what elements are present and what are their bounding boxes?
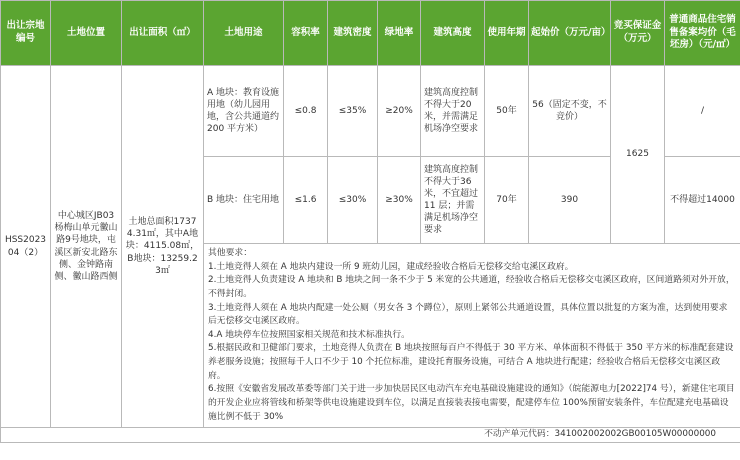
land-use-a: A 地块：教育设施用地（幼儿园用地，含公共通道约200 平方米） [204,66,284,157]
property-unit-code-value: 341002002002GB00105W00000000 [554,429,716,440]
green-a: ≥20% [378,66,421,157]
header-row [1,1,740,66]
cap-price-a: / [665,66,740,157]
height-a: 建筑高度控制不得大于20米，并需满足机场净空要求 [421,66,485,157]
header-far: 容积率 [284,1,328,66]
deposit: 1625 [611,66,665,244]
requirement-item: 5.根据民政和卫健部门要求，土地竞得人负责在 B 地块按照每百户不得低于 30 平方米、单体面积不得低于 350 平方米的标准配套建设养老服务设施；按照每千人口不少于 10 个托位标准，建设托育服务设施，可结合 A 地块进行配建；经验收合格后无偿移交屯溪区政府。 [208,343,734,381]
header-green: 绿地率 [378,1,421,66]
footer-row [1,428,740,443]
parcel-code: HSS202304（2） [1,66,51,428]
requirement-item: 2.土地竞得人负责建设 A 地块和 B 地块之间一条不少于 5 米宽的公共通道，经验收合格后无偿移交屯溪区政府，区间道路须对外开放，不得封闭。 [208,275,735,299]
start-price-b: 390 [529,157,611,244]
start-price-a: 56（固定不变，不竞价） [529,66,611,157]
header-deposit: 竞买保证金（万元） [611,1,665,66]
green-b: ≥30% [378,157,421,244]
header-location: 土地位置 [51,1,122,66]
header-code: 出让宗地编号 [1,1,51,66]
land-use-b: B 地块：住宅用地 [204,157,284,244]
requirement-item: 4.A 地块停车位按照国家相关规范和技术标准执行。 [208,329,410,340]
header-density: 建筑密度 [328,1,378,66]
parcel-area: 土地总面积17374.31㎡，其中A地块：4115.08㎡，B地块：13259.23㎡ [122,66,204,428]
header-height: 建筑高度 [421,1,485,66]
requirements-cell [204,244,740,428]
requirement-item: 6.按照《安徽省发展改革委等部门关于进一步加快居民区电动汽车充电基础设施建设的通知》（皖能源电力[2022]74 号），新建住宅项目的开发企业应将管线和桥架等供电设施建设到车位，以满足直接装表接电需要，配建停车位 100%预留安装条件，车位配建充电基础设施比例不低于 30% [208,384,735,422]
header-cap-price: 普通商品住宅销售备案均价（毛坯房）（元/㎡） [665,1,740,66]
requirements-title: 其他要求： [208,248,252,258]
density-b: ≤30% [328,157,378,244]
years-b: 70年 [485,157,529,244]
years-a: 50年 [485,66,529,157]
far-a: ≤0.8 [284,66,328,157]
density-a: ≤35% [328,66,378,157]
property-unit-code-label: 不动产单元代码： [484,429,555,440]
header-use: 土地用途 [204,1,284,66]
cap-price-b: 不得超过14000 [665,157,740,244]
header-years: 使用年期 [485,1,529,66]
property-unit-code [1,428,740,443]
requirement-item: 1.土地竞得人须在 A 地块内建设一所 9 班幼儿园，建成经验收合格后无偿移交给屯溪区政府。 [208,261,574,272]
table-row-a [1,66,740,157]
parcel-location: 中心城区JB03 杨梅山单元黴山路9号地块，屯溪区新安北路东侧、金钟路南侧、黴山路西侧 [51,66,122,428]
far-b: ≤1.6 [284,157,328,244]
height-b: 建筑高度控制不得大于36 米，不宜超过 11 层；并需满足机场净空要求 [421,157,485,244]
header-area: 出让面积（㎡） [122,1,204,66]
requirement-item: 3.土地竞得人须在 A 地块内配建一处公厕（男女各 3 个蹲位），原则上紧邻公共通道设置，具体位置以批复的方案为准，达到使用要求后无偿移交屯溪区政府。 [208,302,728,327]
header-start-price: 起始价（万元/亩） [529,1,611,66]
